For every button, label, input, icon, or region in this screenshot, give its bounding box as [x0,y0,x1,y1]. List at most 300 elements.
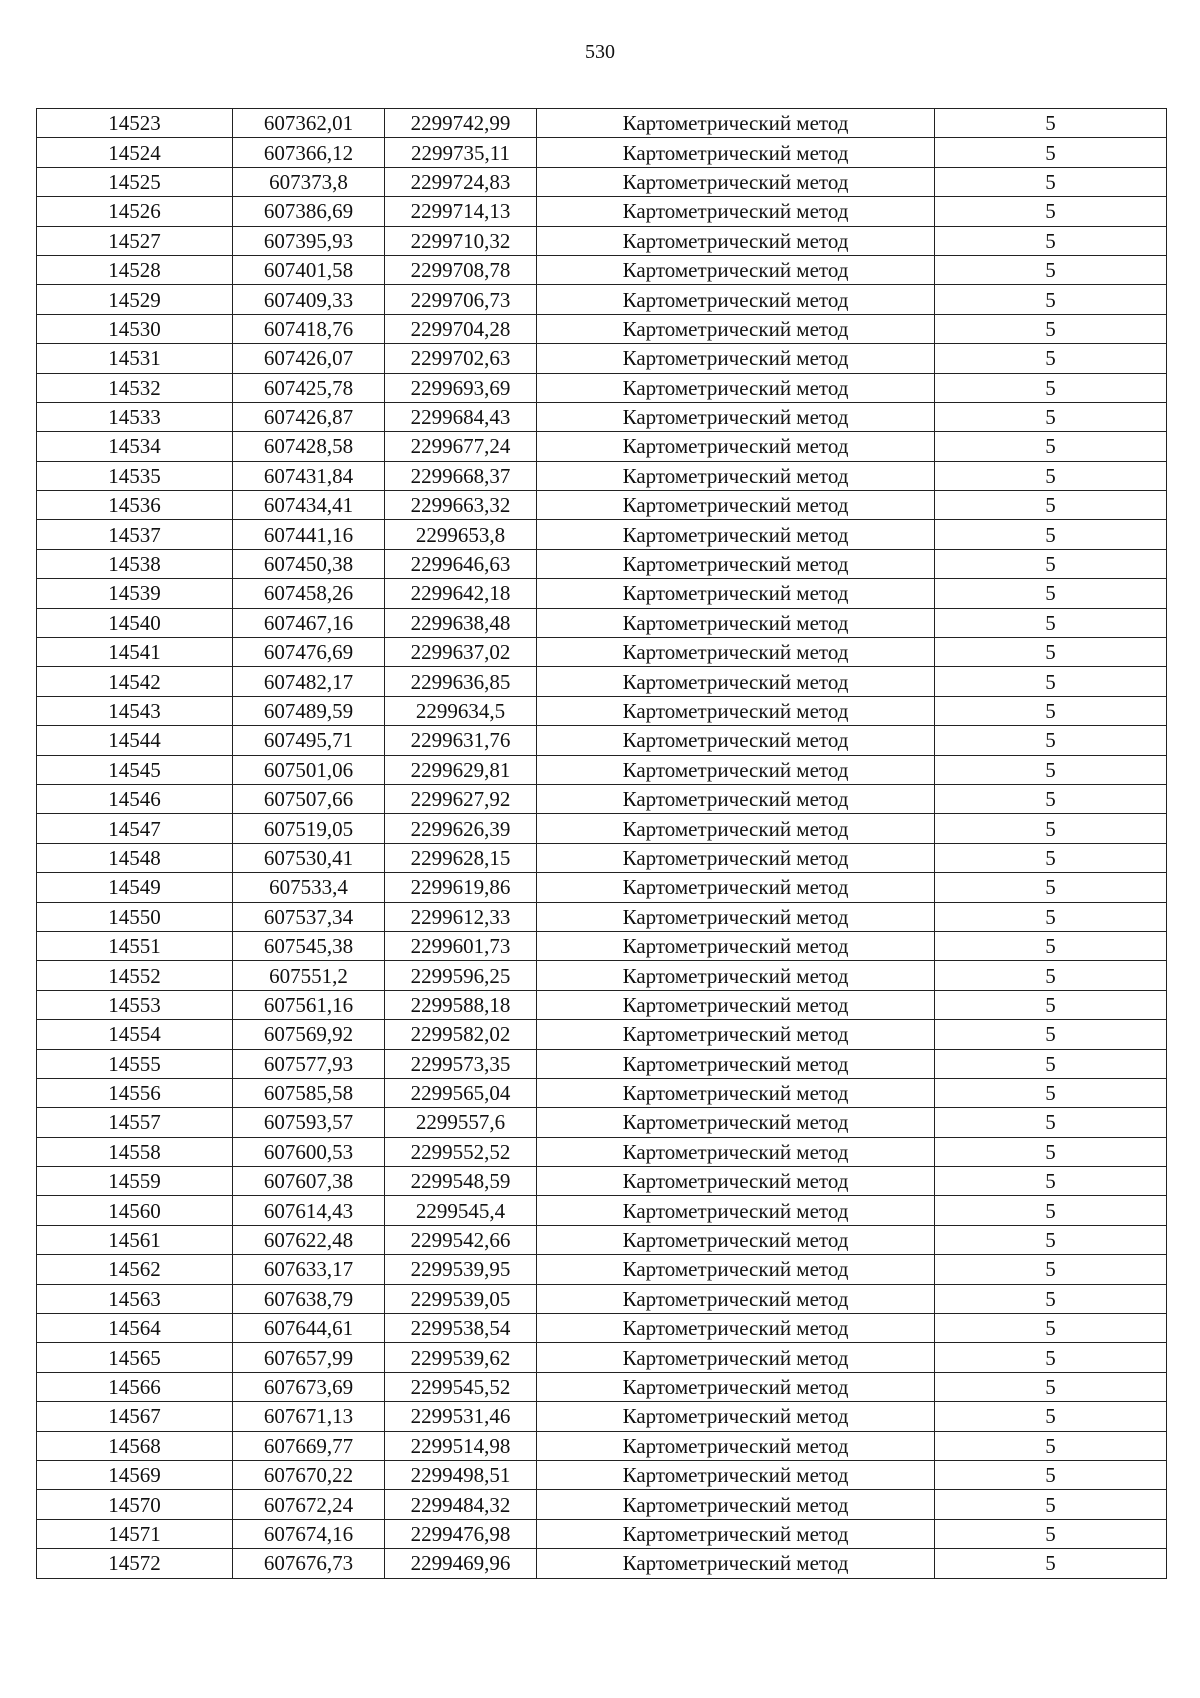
y-coordinate-cell: 2299545,52 [385,1372,537,1401]
accuracy-cell: 5 [935,1255,1167,1284]
accuracy-cell: 5 [935,1460,1167,1489]
method-cell: Картометрический метод [537,255,935,284]
point-number-cell: 14562 [37,1255,233,1284]
method-cell: Картометрический метод [537,873,935,902]
table-row [37,726,1167,755]
point-number-cell: 14544 [37,726,233,755]
method-cell: Картометрический метод [537,1020,935,1049]
point-number-cell: 14529 [37,285,233,314]
point-number-cell: 14557 [37,1108,233,1137]
y-coordinate-cell: 2299710,32 [385,226,537,255]
y-coordinate-cell: 2299637,02 [385,638,537,667]
table-row [37,990,1167,1019]
y-coordinate-cell: 2299663,32 [385,491,537,520]
x-coordinate-cell: 607482,17 [233,667,385,696]
point-number-cell: 14569 [37,1460,233,1489]
accuracy-cell: 5 [935,755,1167,784]
table-row [37,873,1167,902]
point-number-cell: 14567 [37,1402,233,1431]
method-cell: Картометрический метод [537,167,935,196]
table-row [37,1167,1167,1196]
point-number-cell: 14549 [37,873,233,902]
x-coordinate-cell: 607537,34 [233,902,385,931]
method-cell: Картометрический метод [537,461,935,490]
table-row [37,1549,1167,1578]
method-cell: Картометрический метод [537,843,935,872]
method-cell: Картометрический метод [537,491,935,520]
table-body [37,109,1167,1579]
y-coordinate-cell: 2299557,6 [385,1108,537,1137]
point-number-cell: 14533 [37,402,233,431]
y-coordinate-cell: 2299724,83 [385,167,537,196]
y-coordinate-cell: 2299619,86 [385,873,537,902]
y-coordinate-cell: 2299636,85 [385,667,537,696]
table-row [37,167,1167,196]
point-number-cell: 14540 [37,608,233,637]
y-coordinate-cell: 2299573,35 [385,1049,537,1078]
x-coordinate-cell: 607425,78 [233,373,385,402]
point-number-cell: 14534 [37,432,233,461]
x-coordinate-cell: 607386,69 [233,197,385,226]
x-coordinate-cell: 607607,38 [233,1167,385,1196]
point-number-cell: 14553 [37,990,233,1019]
table-row [37,1372,1167,1401]
table-row [37,902,1167,931]
table-row [37,579,1167,608]
x-coordinate-cell: 607676,73 [233,1549,385,1578]
table-row [37,402,1167,431]
point-number-cell: 14560 [37,1196,233,1225]
x-coordinate-cell: 607600,53 [233,1137,385,1166]
table-row [37,255,1167,284]
accuracy-cell: 5 [935,1078,1167,1107]
method-cell: Картометрический метод [537,1343,935,1372]
table-row [37,1402,1167,1431]
method-cell: Картометрический метод [537,285,935,314]
point-number-cell: 14548 [37,843,233,872]
y-coordinate-cell: 2299653,8 [385,520,537,549]
y-coordinate-cell: 2299668,37 [385,461,537,490]
x-coordinate-cell: 607657,99 [233,1343,385,1372]
table-row [37,814,1167,843]
x-coordinate-cell: 607644,61 [233,1314,385,1343]
point-number-cell: 14563 [37,1284,233,1313]
point-number-cell: 14546 [37,784,233,813]
y-coordinate-cell: 2299642,18 [385,579,537,608]
y-coordinate-cell: 2299476,98 [385,1519,537,1548]
y-coordinate-cell: 2299601,73 [385,931,537,960]
y-coordinate-cell: 2299531,46 [385,1402,537,1431]
point-number-cell: 14556 [37,1078,233,1107]
point-number-cell: 14558 [37,1137,233,1166]
accuracy-cell: 5 [935,197,1167,226]
table-row [37,344,1167,373]
method-cell: Картометрический метод [537,990,935,1019]
accuracy-cell: 5 [935,638,1167,667]
x-coordinate-cell: 607530,41 [233,843,385,872]
accuracy-cell: 5 [935,491,1167,520]
accuracy-cell: 5 [935,902,1167,931]
accuracy-cell: 5 [935,1020,1167,1049]
accuracy-cell: 5 [935,1108,1167,1137]
table-row [37,520,1167,549]
x-coordinate-cell: 607551,2 [233,961,385,990]
method-cell: Картометрический метод [537,1255,935,1284]
accuracy-cell: 5 [935,990,1167,1019]
y-coordinate-cell: 2299548,59 [385,1167,537,1196]
method-cell: Картометрический метод [537,726,935,755]
accuracy-cell: 5 [935,873,1167,902]
method-cell: Картометрический метод [537,961,935,990]
accuracy-cell: 5 [935,1314,1167,1343]
accuracy-cell: 5 [935,667,1167,696]
accuracy-cell: 5 [935,1196,1167,1225]
table-row [37,1490,1167,1519]
y-coordinate-cell: 2299708,78 [385,255,537,284]
method-cell: Картометрический метод [537,520,935,549]
method-cell: Картометрический метод [537,1519,935,1548]
accuracy-cell: 5 [935,167,1167,196]
table-row [37,432,1167,461]
accuracy-cell: 5 [935,1284,1167,1313]
x-coordinate-cell: 607673,69 [233,1372,385,1401]
table-row [37,1519,1167,1548]
point-number-cell: 14538 [37,549,233,578]
method-cell: Картометрический метод [537,579,935,608]
table-row [37,931,1167,960]
x-coordinate-cell: 607519,05 [233,814,385,843]
x-coordinate-cell: 607395,93 [233,226,385,255]
point-number-cell: 14537 [37,520,233,549]
coordinates-table [36,108,1167,1579]
table-row [37,461,1167,490]
point-number-cell: 14550 [37,902,233,931]
accuracy-cell: 5 [935,109,1167,138]
x-coordinate-cell: 607638,79 [233,1284,385,1313]
method-cell: Картометрический метод [537,638,935,667]
point-number-cell: 14539 [37,579,233,608]
method-cell: Картометрический метод [537,1549,935,1578]
table-row [37,138,1167,167]
point-number-cell: 14531 [37,344,233,373]
table-row [37,667,1167,696]
accuracy-cell: 5 [935,814,1167,843]
y-coordinate-cell: 2299582,02 [385,1020,537,1049]
point-number-cell: 14542 [37,667,233,696]
method-cell: Картометрический метод [537,138,935,167]
y-coordinate-cell: 2299484,32 [385,1490,537,1519]
accuracy-cell: 5 [935,138,1167,167]
method-cell: Картометрический метод [537,402,935,431]
accuracy-cell: 5 [935,461,1167,490]
x-coordinate-cell: 607362,01 [233,109,385,138]
x-coordinate-cell: 607467,16 [233,608,385,637]
x-coordinate-cell: 607489,59 [233,696,385,725]
accuracy-cell: 5 [935,1519,1167,1548]
x-coordinate-cell: 607495,71 [233,726,385,755]
accuracy-cell: 5 [935,226,1167,255]
table-row [37,608,1167,637]
method-cell: Картометрический метод [537,314,935,343]
y-coordinate-cell: 2299627,92 [385,784,537,813]
table-row [37,1314,1167,1343]
table-row [37,1343,1167,1372]
accuracy-cell: 5 [935,1372,1167,1401]
point-number-cell: 14541 [37,638,233,667]
accuracy-cell: 5 [935,931,1167,960]
accuracy-cell: 5 [935,520,1167,549]
table-row [37,491,1167,520]
method-cell: Картометрический метод [537,1137,935,1166]
point-number-cell: 14561 [37,1225,233,1254]
accuracy-cell: 5 [935,549,1167,578]
method-cell: Картометрический метод [537,1167,935,1196]
point-number-cell: 14555 [37,1049,233,1078]
accuracy-cell: 5 [935,608,1167,637]
table-row [37,1431,1167,1460]
y-coordinate-cell: 2299588,18 [385,990,537,1019]
table-row [37,784,1167,813]
method-cell: Картометрический метод [537,373,935,402]
table-row [37,1225,1167,1254]
table-row [37,1108,1167,1137]
point-number-cell: 14532 [37,373,233,402]
y-coordinate-cell: 2299742,99 [385,109,537,138]
x-coordinate-cell: 607426,87 [233,402,385,431]
method-cell: Картометрический метод [537,784,935,813]
accuracy-cell: 5 [935,373,1167,402]
x-coordinate-cell: 607501,06 [233,755,385,784]
method-cell: Картометрический метод [537,755,935,784]
y-coordinate-cell: 2299626,39 [385,814,537,843]
method-cell: Картометрический метод [537,1049,935,1078]
x-coordinate-cell: 607614,43 [233,1196,385,1225]
method-cell: Картометрический метод [537,931,935,960]
y-coordinate-cell: 2299693,69 [385,373,537,402]
y-coordinate-cell: 2299538,54 [385,1314,537,1343]
page-number: 530 [585,41,615,63]
y-coordinate-cell: 2299552,52 [385,1137,537,1166]
point-number-cell: 14564 [37,1314,233,1343]
method-cell: Картометрический метод [537,1284,935,1313]
x-coordinate-cell: 607373,8 [233,167,385,196]
y-coordinate-cell: 2299628,15 [385,843,537,872]
x-coordinate-cell: 607434,41 [233,491,385,520]
point-number-cell: 14524 [37,138,233,167]
x-coordinate-cell: 607561,16 [233,990,385,1019]
x-coordinate-cell: 607428,58 [233,432,385,461]
method-cell: Картометрический метод [537,814,935,843]
point-number-cell: 14571 [37,1519,233,1548]
y-coordinate-cell: 2299539,62 [385,1343,537,1372]
method-cell: Картометрический метод [537,432,935,461]
y-coordinate-cell: 2299629,81 [385,755,537,784]
x-coordinate-cell: 607507,66 [233,784,385,813]
x-coordinate-cell: 607476,69 [233,638,385,667]
x-coordinate-cell: 607672,24 [233,1490,385,1519]
method-cell: Картометрический метод [537,549,935,578]
point-number-cell: 14552 [37,961,233,990]
method-cell: Картометрический метод [537,1431,935,1460]
accuracy-cell: 5 [935,285,1167,314]
accuracy-cell: 5 [935,314,1167,343]
method-cell: Картометрический метод [537,1402,935,1431]
y-coordinate-cell: 2299634,5 [385,696,537,725]
x-coordinate-cell: 607633,17 [233,1255,385,1284]
y-coordinate-cell: 2299677,24 [385,432,537,461]
accuracy-cell: 5 [935,1167,1167,1196]
point-number-cell: 14551 [37,931,233,960]
method-cell: Картометрический метод [537,1108,935,1137]
method-cell: Картометрический метод [537,608,935,637]
accuracy-cell: 5 [935,344,1167,373]
table-row [37,961,1167,990]
x-coordinate-cell: 607458,26 [233,579,385,608]
y-coordinate-cell: 2299514,98 [385,1431,537,1460]
point-number-cell: 14530 [37,314,233,343]
point-number-cell: 14543 [37,696,233,725]
x-coordinate-cell: 607674,16 [233,1519,385,1548]
x-coordinate-cell: 607577,93 [233,1049,385,1078]
x-coordinate-cell: 607545,38 [233,931,385,960]
accuracy-cell: 5 [935,579,1167,608]
y-coordinate-cell: 2299714,13 [385,197,537,226]
accuracy-cell: 5 [935,726,1167,755]
x-coordinate-cell: 607671,13 [233,1402,385,1431]
method-cell: Картометрический метод [537,696,935,725]
table-row [37,1460,1167,1489]
point-number-cell: 14570 [37,1490,233,1519]
table-row [37,696,1167,725]
point-number-cell: 14523 [37,109,233,138]
table-row [37,226,1167,255]
table-row [37,549,1167,578]
x-coordinate-cell: 607409,33 [233,285,385,314]
y-coordinate-cell: 2299706,73 [385,285,537,314]
x-coordinate-cell: 607418,76 [233,314,385,343]
x-coordinate-cell: 607585,58 [233,1078,385,1107]
point-number-cell: 14536 [37,491,233,520]
point-number-cell: 14565 [37,1343,233,1372]
point-number-cell: 14545 [37,755,233,784]
accuracy-cell: 5 [935,784,1167,813]
point-number-cell: 14535 [37,461,233,490]
x-coordinate-cell: 607593,57 [233,1108,385,1137]
table-row [37,1255,1167,1284]
y-coordinate-cell: 2299631,76 [385,726,537,755]
table-row [37,285,1167,314]
method-cell: Картометрический метод [537,1460,935,1489]
y-coordinate-cell: 2299704,28 [385,314,537,343]
table-row [37,1049,1167,1078]
y-coordinate-cell: 2299539,95 [385,1255,537,1284]
accuracy-cell: 5 [935,1225,1167,1254]
accuracy-cell: 5 [935,1049,1167,1078]
x-coordinate-cell: 607450,38 [233,549,385,578]
method-cell: Картометрический метод [537,902,935,931]
table-row [37,1137,1167,1166]
point-number-cell: 14528 [37,255,233,284]
method-cell: Картометрический метод [537,1078,935,1107]
method-cell: Картометрический метод [537,344,935,373]
accuracy-cell: 5 [935,1402,1167,1431]
y-coordinate-cell: 2299646,63 [385,549,537,578]
table-row [37,755,1167,784]
method-cell: Картометрический метод [537,1225,935,1254]
y-coordinate-cell: 2299565,04 [385,1078,537,1107]
y-coordinate-cell: 2299542,66 [385,1225,537,1254]
accuracy-cell: 5 [935,1343,1167,1372]
method-cell: Картометрический метод [537,1490,935,1519]
table-row [37,197,1167,226]
y-coordinate-cell: 2299539,05 [385,1284,537,1313]
table-row [37,1078,1167,1107]
table-row [37,1020,1167,1049]
accuracy-cell: 5 [935,1549,1167,1578]
y-coordinate-cell: 2299498,51 [385,1460,537,1489]
accuracy-cell: 5 [935,402,1167,431]
accuracy-cell: 5 [935,843,1167,872]
y-coordinate-cell: 2299596,25 [385,961,537,990]
table-row [37,638,1167,667]
y-coordinate-cell: 2299612,33 [385,902,537,931]
method-cell: Картометрический метод [537,109,935,138]
x-coordinate-cell: 607366,12 [233,138,385,167]
x-coordinate-cell: 607622,48 [233,1225,385,1254]
point-number-cell: 14566 [37,1372,233,1401]
y-coordinate-cell: 2299702,63 [385,344,537,373]
y-coordinate-cell: 2299735,11 [385,138,537,167]
table-row [37,1196,1167,1225]
accuracy-cell: 5 [935,432,1167,461]
point-number-cell: 14568 [37,1431,233,1460]
point-number-cell: 14527 [37,226,233,255]
method-cell: Картометрический метод [537,1372,935,1401]
x-coordinate-cell: 607441,16 [233,520,385,549]
x-coordinate-cell: 607670,22 [233,1460,385,1489]
table-row [37,843,1167,872]
point-number-cell: 14554 [37,1020,233,1049]
y-coordinate-cell: 2299684,43 [385,402,537,431]
point-number-cell: 14559 [37,1167,233,1196]
y-coordinate-cell: 2299469,96 [385,1549,537,1578]
accuracy-cell: 5 [935,1490,1167,1519]
method-cell: Картометрический метод [537,1314,935,1343]
y-coordinate-cell: 2299545,4 [385,1196,537,1225]
table-row [37,373,1167,402]
y-coordinate-cell: 2299638,48 [385,608,537,637]
accuracy-cell: 5 [935,1137,1167,1166]
x-coordinate-cell: 607533,4 [233,873,385,902]
point-number-cell: 14525 [37,167,233,196]
accuracy-cell: 5 [935,696,1167,725]
accuracy-cell: 5 [935,1431,1167,1460]
method-cell: Картометрический метод [537,1196,935,1225]
x-coordinate-cell: 607569,92 [233,1020,385,1049]
table-row [37,1284,1167,1313]
x-coordinate-cell: 607401,58 [233,255,385,284]
accuracy-cell: 5 [935,961,1167,990]
point-number-cell: 14547 [37,814,233,843]
x-coordinate-cell: 607426,07 [233,344,385,373]
x-coordinate-cell: 607669,77 [233,1431,385,1460]
accuracy-cell: 5 [935,255,1167,284]
method-cell: Картометрический метод [537,197,935,226]
method-cell: Картометрический метод [537,667,935,696]
x-coordinate-cell: 607431,84 [233,461,385,490]
table-row [37,109,1167,138]
point-number-cell: 14526 [37,197,233,226]
